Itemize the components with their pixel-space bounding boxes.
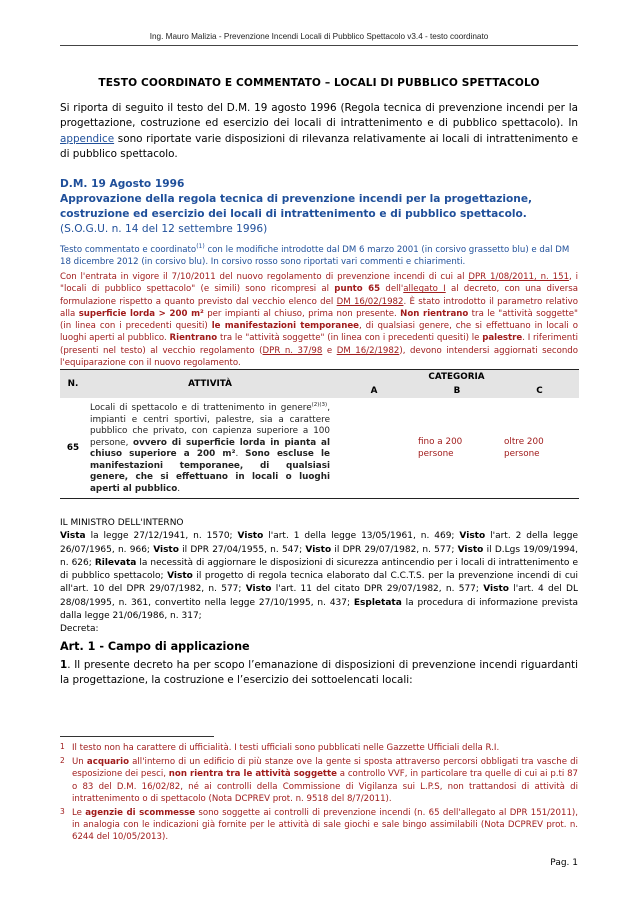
link-dpr-151[interactable]: DPR 1/08/2011, n. 151: [468, 272, 570, 282]
intro-text: Si riporta di seguito il testo del D.M. 19 agosto 1996 (Regola tecnica di prevenzione incendi per la progettazione, costruzione ed esercizio dei locali di intrattenimento e di pubblico spettacolo).: [60, 102, 578, 130]
table-row: [60, 398, 579, 498]
activity-number: 65: [60, 398, 86, 498]
comment-bold: Non rientrano: [400, 308, 469, 319]
col-header-categoria: CATEGORIA: [334, 370, 579, 385]
link-dm-1982-2[interactable]: DM 16/2/1982: [336, 345, 400, 356]
preamble-text: la legge 27/12/1941, n. 1570;: [90, 531, 233, 542]
article-paragraph: [60, 658, 578, 688]
footnote-ref[interactable]: (2)(3): [311, 402, 328, 408]
activity-description: [86, 398, 334, 498]
article-text: . Il presente decreto ha per scopo l’emanazione di disposizioni di prevenzione incendi riguardanti la progettazione, la costruzione e l’esercizio dei sottoelencati locali:: [60, 659, 578, 686]
preamble-bold: Visto: [237, 531, 264, 542]
footnote-text: sono soggette ai controlli di prevenzione incendi (n. 65 dell'allegato al DPR 151/2011), in analogia con le indicazioni già fornite per le attività di sale giochi e sale bingo assimilabili (Nota DCPREV prot. n. 6244 del 10/05/2013).: [72, 808, 579, 843]
article-number: 1: [60, 659, 68, 671]
category-b-cell: fino a 200 persone: [414, 398, 500, 498]
footnote-ref[interactable]: (1): [196, 243, 205, 250]
preamble-text: la procedura di informazione prevista dalla legge 21/06/1986, n. 317;: [60, 597, 579, 622]
category-a-cell: [334, 398, 414, 498]
comment-text: per impianti al chiuso, prima non presente.: [207, 308, 397, 319]
comment-bold: Rientrano: [169, 333, 218, 344]
footnotes: [60, 742, 578, 846]
col-header-b: B: [414, 384, 500, 398]
activity-text: , impianti e centri sportivi, palestre, sia a carattere pubblico che privato, con capienza superiore a 100 persone,: [90, 402, 330, 448]
comment-text: . I riferimenti (presenti nel testo) al vecchio regolamento (: [60, 333, 579, 356]
note-text: Testo commentato e coordinato: [60, 244, 197, 255]
col-header-a: A: [334, 384, 414, 398]
footnote-divider: [60, 736, 214, 737]
activity-bold: ovvero di superficie lorda in pianta al chiuso superiore a 200 m²: [90, 437, 330, 460]
comment-text: dell': [385, 284, 404, 295]
preamble: [60, 517, 578, 637]
comment-text: , di qualsiasi genere, che si effettuano in locali o luoghi aperti al pubblico.: [60, 321, 578, 344]
regulation-comment: [60, 271, 578, 369]
preamble-text: l'art. 11 del citato DPR 29/07/1982, n. 577;: [275, 584, 479, 595]
comment-text: Con l'entrata in vigore il 7/10/2011 del nuovo regolamento di prevenzione incendi di cui al: [60, 272, 465, 282]
coordination-note: [60, 241, 578, 269]
preamble-text: la necessità di aggiornare le disposizioni di sicurezza antincendio per i locali di intrattenimento e di pubblico spettacolo;: [60, 557, 578, 582]
comment-bold: le manifestazioni temporanee: [211, 321, 359, 332]
preamble-bold: Visto: [305, 544, 332, 555]
preamble-bold: Visto: [167, 571, 193, 582]
activity-table: [60, 369, 579, 499]
preamble-text: l'art. 2 della legge 26/07/1965, n. 966;: [60, 531, 579, 555]
decree-gazette: (S.O.G.U. n. 14 del 12 settembre 1996): [60, 223, 268, 235]
preamble-text: il DPR 29/07/1982, n. 577;: [334, 544, 455, 555]
decree-title: D.M. 19 Agosto 1996: [60, 178, 185, 190]
preamble-bold: Espletata: [353, 597, 402, 608]
preamble-text: il progetto di regola tecnica elaborato dal C.C.T.S. per la prevenzione incendi di cui all'art. 10 del DPR 29/07/1982, n. 577;: [60, 571, 578, 595]
preamble-text: l'art. 1 della legge 13/05/1961, n. 469;: [268, 531, 455, 542]
col-header-attivita: ATTIVITÀ: [86, 370, 334, 399]
preamble-text: il DPR 27/04/1955, n. 547;: [182, 544, 303, 555]
comment-text: e: [326, 345, 333, 356]
footnote-bold: acquario: [86, 757, 129, 768]
comment-text: tra le "attività soggette" (in linea con i precedenti quesiti): [60, 308, 579, 332]
decree-subtitle: Approvazione della regola tecnica di prevenzione incendi per la progettazione, costruzione ed esercizio dei locali di intrattenimento e di pubblico spettacolo.: [60, 193, 533, 220]
footnote-number: 3: [60, 807, 65, 817]
decreta: Decreta:: [60, 624, 99, 635]
preamble-bold: Visto: [457, 544, 484, 555]
footnote-bold: agenzie di scommesse: [85, 808, 196, 819]
page-number: Pag. 1: [550, 858, 578, 868]
preamble-text: l'art. 4 del DL 28/08/1995, n. 361, convertito nella legge 27/10/1995, n. 437;: [60, 584, 578, 608]
footnote-text: all'interno di un edificio di più stanze ove la gente si sposta attraverso percorsi obbligati tra vasche di esposizione dei pesci,: [72, 757, 579, 780]
col-header-c: C: [500, 384, 579, 398]
footnote-number: 2: [60, 756, 65, 766]
activity-bold: Sono escluse le manifestazioni temporanee, di qualsiasi genere, che si effettuano in locali o luoghi aperti al pubblico: [90, 449, 330, 495]
footnote: [60, 742, 578, 754]
link-allegato[interactable]: allegato I: [403, 284, 446, 295]
intro-paragraph: [60, 101, 578, 162]
running-header: Ing. Mauro Malizia - Prevenzione Incendi Locali di Pubblico Spettacolo v3.4 - testo coordinato: [149, 32, 489, 41]
preamble-bold: Visto: [245, 584, 272, 595]
activity-text: .: [235, 449, 239, 460]
footnote-text: Un: [72, 757, 84, 768]
preamble-text: il D.Lgs 19/09/1994, n. 626;: [60, 544, 578, 568]
category-c-cell: oltre 200 persone: [500, 398, 579, 498]
preamble-bold: Visto: [153, 544, 179, 555]
preamble-heading: IL MINISTRO DELL'INTERNO: [60, 518, 184, 528]
col-header-n: N.: [60, 370, 86, 399]
note-text-2: con le modifiche introdotte dal DM 6 marzo 2001 (in corsivo grassetto blu) e dal DM 18 dicembre 2012 (in corsivo blu). In corsivo rosso sono riportati vari commenti e chiarimenti.: [60, 244, 570, 268]
footnote-text: a controllo VVF, in particolare tra quelle di cui ai p.ti 87 o 83 del D.M. 16/02/82, né ai controlli della Commissione di Vigilanza sui L.P.S, non trattandosi di attività di intrattenimento o di spettacolo (Nota DCPREV prot. n. 9518 del 8/7/2011).: [72, 769, 579, 804]
comment-bold: superficie lorda > 200 m²: [78, 308, 204, 319]
comment-text: tra le "attività soggette" (in linea con i precedenti quesiti) le: [219, 333, 480, 344]
header-divider: [60, 45, 578, 46]
article-title: Art. 1 - Campo di applicazione: [60, 640, 250, 653]
footnote-text: Le: [72, 808, 82, 819]
document-title: TESTO COORDINATO E COMMENTATO – LOCALI DI PUBBLICO SPETTACOLO: [98, 77, 540, 89]
preamble-bold: Rilevata: [94, 557, 137, 568]
intro-text-3: sono riportate varie disposizioni di rilevanza relativamente ai locali di intrattenimento e di pubblico spettacolo.: [60, 132, 578, 160]
activity-text: .: [177, 484, 181, 495]
comment-bold: palestre: [482, 333, 523, 344]
appendix-link[interactable]: appendice: [60, 132, 115, 145]
decree-block: [60, 177, 578, 237]
footnote-number: 1: [60, 742, 65, 751]
footnote: [60, 807, 578, 844]
preamble-bold: Visto: [483, 584, 509, 595]
footnote-text: Il testo non ha carattere di ufficialità. I testi ufficiali sono pubblicati nelle Gazzette Ufficiali della R.I.: [72, 743, 500, 753]
link-dm-1982[interactable]: DM 16/02/1982: [336, 296, 404, 307]
intro-text-2: In: [568, 117, 578, 130]
activity-text: Locali di spettacolo e di trattenimento in genere: [90, 402, 312, 413]
preamble-bold: Visto: [459, 531, 486, 542]
comment-text: ), devono intendersi aggiornati secondo l'equiparazione con il nuovo regolamento.: [60, 345, 579, 369]
comment-text: , i "locali di pubblico spettacolo" (e simili) sono ricompresi al: [60, 272, 579, 295]
preamble-bold: Vista: [60, 531, 86, 542]
comment-bold: punto 65: [334, 284, 381, 295]
footnote: [60, 756, 578, 805]
comment-text: . È stato introdotto il parametro relativo alla: [60, 296, 579, 319]
footnote-bold: non rientra tra le attività soggette: [168, 769, 337, 780]
link-dpr-37[interactable]: DPR n. 37/98: [262, 345, 323, 356]
comment-text: al decreto, con una diversa formulazione rispetto a quanto previsto dal vecchio elenco del: [60, 284, 579, 307]
